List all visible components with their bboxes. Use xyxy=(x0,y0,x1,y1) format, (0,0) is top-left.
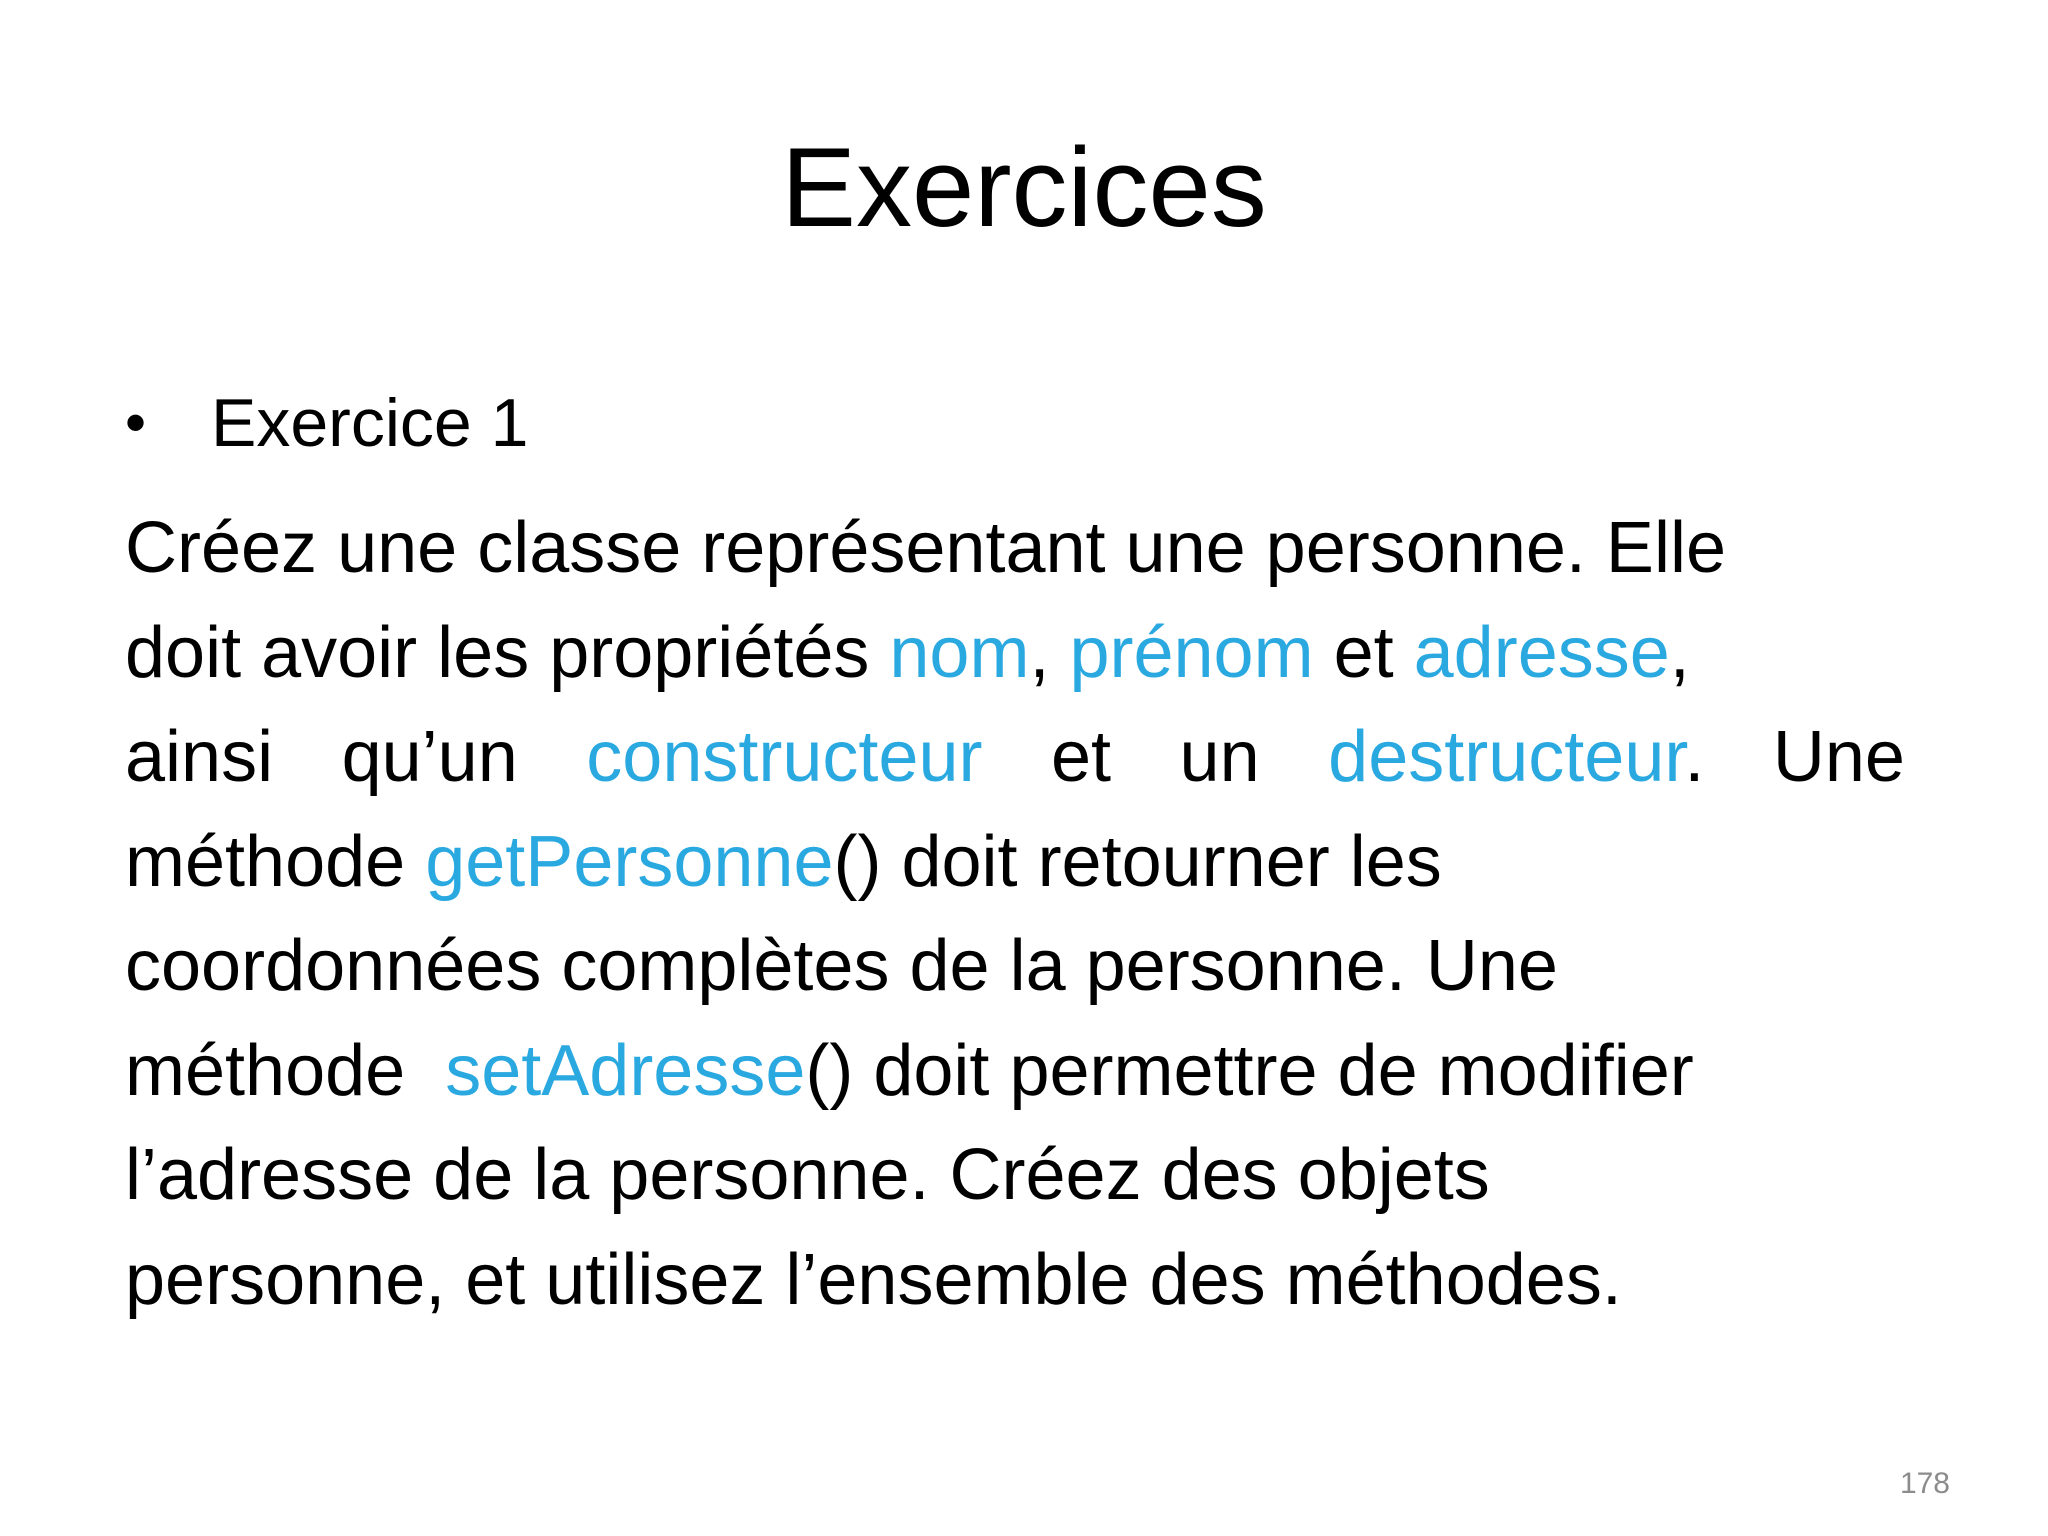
text-segment: , xyxy=(1669,612,1690,693)
slide-title: Exercices xyxy=(781,125,1267,250)
text-segment: et xyxy=(1050,717,1112,797)
paragraph-line-5: coordonnées complètes de la personne. Une xyxy=(125,926,1558,1006)
paragraph-line-2 xyxy=(125,601,1905,706)
keyword-prenom: prénom xyxy=(1069,612,1314,693)
text-segment: , xyxy=(1029,612,1070,693)
text-segment: doit avoir les propriétés xyxy=(125,612,890,693)
paragraph-line-3 xyxy=(125,705,1905,810)
text-segment: et xyxy=(1313,612,1414,693)
paragraph-line-4 xyxy=(125,810,1905,915)
text-segment: ainsi xyxy=(125,717,274,797)
paragraph-line-8: personne, et utilisez l’ensemble des méthodes. xyxy=(125,1239,1622,1320)
exercise-paragraph xyxy=(125,496,1905,1332)
text-segment: () doit permettre de modifier xyxy=(805,1030,1694,1111)
text-segment: qu’un xyxy=(341,717,518,797)
keyword-getpersonne: getPersonne xyxy=(425,821,834,902)
paragraph-line-7: l’adresse de la personne. Créez des objets xyxy=(125,1135,1490,1215)
paragraph-line-1: Créez une classe représentant une personne. Elle xyxy=(125,508,1726,588)
destructeur-group xyxy=(1328,705,1704,810)
text-segment: . xyxy=(1684,717,1705,797)
paragraph-line-6 xyxy=(125,1019,1905,1124)
text-segment: Une xyxy=(1772,717,1905,797)
bullet-icon: • xyxy=(125,389,147,456)
keyword-setadresse: setAdresse xyxy=(445,1030,806,1111)
text-segment: un xyxy=(1179,717,1260,797)
page-number: 178 xyxy=(1899,1467,1950,1500)
keyword-nom: nom xyxy=(889,612,1030,693)
bullet-item xyxy=(125,378,528,468)
text-segment: () doit retourner les xyxy=(833,821,1442,902)
keyword-destructeur: destructeur xyxy=(1328,717,1685,797)
keyword-adresse: adresse xyxy=(1413,612,1670,693)
bullet-label: Exercice 1 xyxy=(211,385,529,461)
keyword-constructeur: constructeur xyxy=(586,717,983,797)
text-segment: méthode xyxy=(125,821,426,902)
text-segment: méthode xyxy=(125,1030,446,1111)
